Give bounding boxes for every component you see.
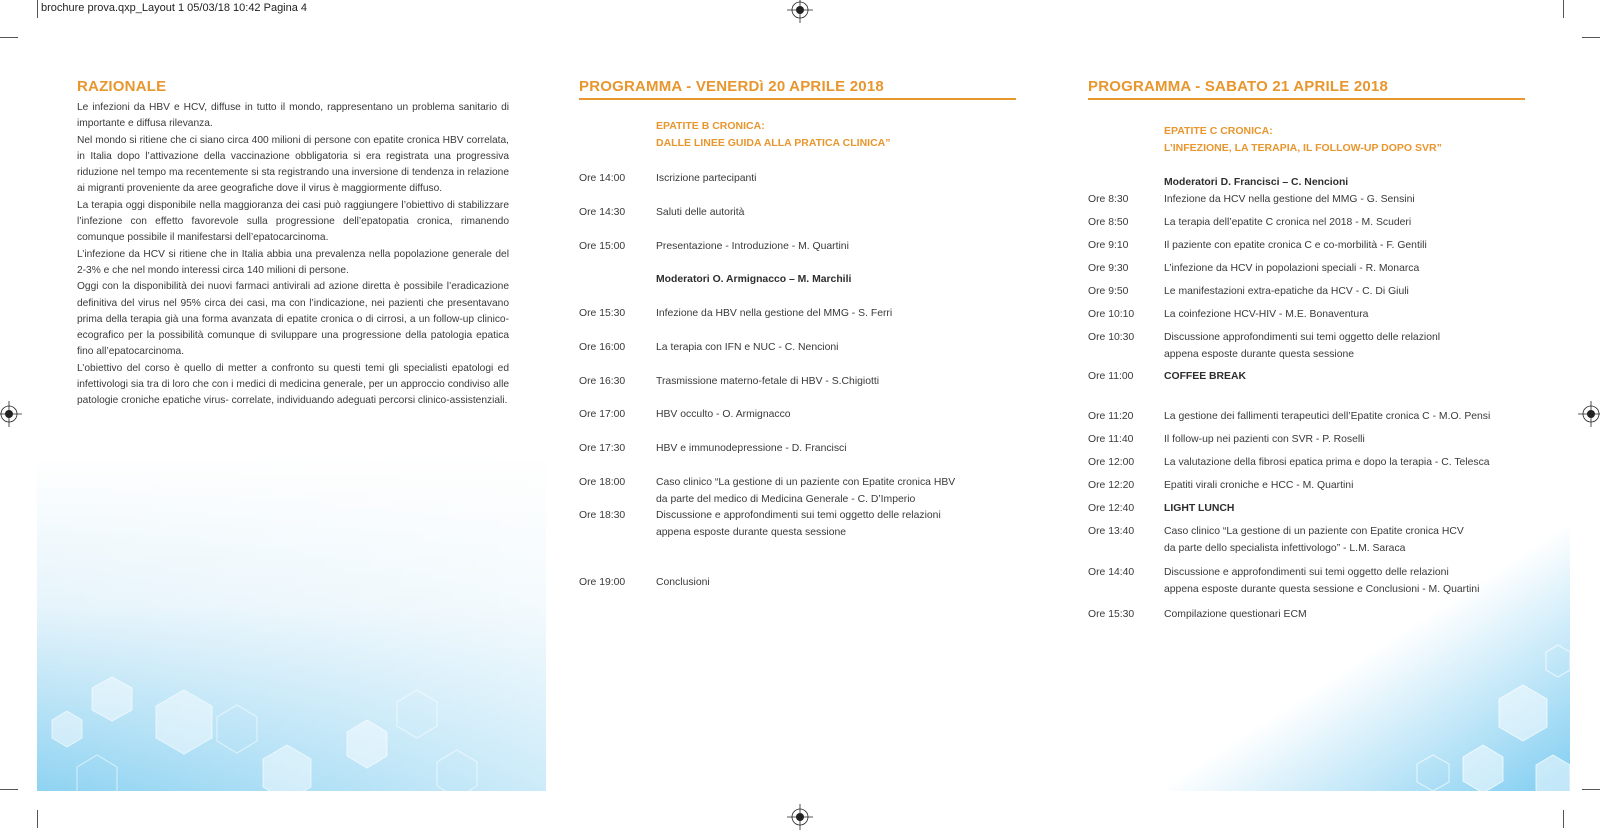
- schedule-time: Ore 11:00: [1088, 371, 1134, 382]
- registration-mark-icon: [787, 0, 813, 23]
- crop-mark: [1582, 37, 1600, 38]
- saturday-subtitle-line-2: L’INFEZIONE, LA TERAPIA, IL FOLLOW-UP DOPO SVR”: [1164, 142, 1442, 154]
- schedule-time: Ore 17:30: [579, 443, 626, 454]
- crop-mark: [37, 0, 38, 18]
- schedule-description: [656, 373, 879, 390]
- crop-mark: [0, 789, 18, 790]
- schedule-time: Ore 15:00: [579, 241, 626, 252]
- saturday-heading-rule: [1088, 98, 1525, 100]
- friday-subtitle-line-1: EPATITE B CRONICA:: [656, 120, 765, 132]
- description-line: La terapia dell’epatite C cronica nel 2018 - M. Scuderi: [1164, 217, 1412, 228]
- schedule-time: Ore 18:30: [579, 510, 626, 521]
- schedule-time: Ore 13:40: [1088, 526, 1135, 537]
- description-line: Discussione e approfondimenti sui temi oggetto delle relazioni: [656, 510, 941, 521]
- schedule-time: Ore 9:10: [1088, 240, 1129, 251]
- schedule-description: [656, 271, 851, 288]
- schedule-time: Ore 8:50: [1088, 217, 1129, 228]
- schedule-description: [656, 507, 941, 541]
- schedule-time: Ore 14:00: [579, 173, 626, 184]
- schedule-description: [1164, 283, 1409, 300]
- schedule-description: [656, 305, 892, 322]
- hexagon-background: [37, 455, 546, 791]
- schedule-description: [1164, 237, 1427, 254]
- description-line: La valutazione della fibrosi epatica prima e dopo la terapia - C. Telesca: [1164, 457, 1490, 468]
- description-line: Il follow-up nei pazienti con SVR - P. Roselli: [1164, 434, 1365, 445]
- paragraph: Le infezioni da HBV e HCV, diffuse in tutto il mondo, rappresentano un problema sanitario di importante e diffusa rilevanza.: [77, 102, 509, 130]
- saturday-subtitle-line-1: EPATITE C CRONICA:: [1164, 125, 1273, 137]
- razionale-heading: RAZIONALE: [77, 78, 167, 95]
- description-line: La coinfezione HCV-HIV - M.E. Bonaventura: [1164, 309, 1369, 320]
- crop-mark: [0, 37, 18, 38]
- description-line: Trasmissione materno-fetale di HBV - S.Chigiotti: [656, 376, 880, 387]
- description-line: Infezione da HCV nella gestione del MMG - G. Sensini: [1164, 194, 1415, 205]
- schedule-time: Ore 16:00: [579, 342, 626, 353]
- print-slug: brochure prova.qxp_Layout 1 05/03/18 10:42 Pagina 4: [41, 2, 308, 14]
- description-line: Infezione da HBV nella gestione del MMG - S. Ferri: [656, 308, 893, 319]
- schedule-description: [656, 474, 955, 508]
- description-line: Saluti delle autorità: [656, 207, 745, 218]
- schedule-time: Ore 19:00: [579, 577, 626, 588]
- schedule-description: [1164, 564, 1479, 598]
- schedule-description: [1164, 454, 1490, 471]
- registration-mark-icon: [787, 804, 813, 830]
- schedule-description: [656, 339, 839, 356]
- crop-mark: [37, 810, 38, 828]
- description-line: La terapia con IFN e NUC - C. Nencioni: [656, 342, 839, 353]
- schedule-description: [656, 574, 710, 591]
- friday-heading-rule: [579, 98, 1016, 100]
- description-line: da parte dello specialista infettivologo” - L.M. Saraca: [1164, 543, 1406, 554]
- schedule-description: [1164, 368, 1246, 385]
- schedule-description: [656, 238, 849, 255]
- friday-heading: PROGRAMMA - VENERDì 20 APRILE 2018: [579, 78, 884, 95]
- description-line: appena esposte durante questa sessione: [656, 527, 847, 538]
- schedule-time: Ore 10:10: [1088, 309, 1135, 320]
- paragraph: La terapia oggi disponibile nella maggioranza dei casi può raggiungere l’obiettivo di stabilizzare l’infezione con effetto favorevole sulla progressione dell’epatopatia cronica, rimanendo comunque possibile il manifestarsi dell’epatocarcinoma.: [77, 199, 509, 244]
- schedule-description: [1164, 306, 1368, 323]
- description-line: Moderatori D. Francisci – C. Nencioni: [1164, 177, 1349, 188]
- schedule-time: Ore 18:00: [579, 477, 626, 488]
- description-line: appena esposte durante questa sessione: [1164, 349, 1355, 360]
- registration-mark-icon: [1578, 401, 1600, 427]
- schedule-time: Ore 10:30: [1088, 332, 1135, 343]
- description-line: Caso clinico “La gestione di un paziente con Epatite cronica HCV: [1164, 526, 1464, 537]
- description-line: LIGHT LUNCH: [1164, 503, 1235, 514]
- schedule-description: [1164, 174, 1348, 191]
- schedule-time: Ore 14:40: [1088, 567, 1135, 578]
- schedule-description: [1164, 477, 1353, 494]
- schedule-time: Ore 14:30: [579, 207, 626, 218]
- schedule-description: [1164, 500, 1234, 517]
- schedule-time: Ore 17:00: [579, 409, 626, 420]
- schedule-time: Ore 9:50: [1088, 286, 1129, 297]
- description-line: Conclusioni: [656, 577, 710, 588]
- schedule-description: [1164, 214, 1411, 231]
- description-line: appena esposte durante questa sessione e Conclusioni - M. Quartini: [1164, 584, 1480, 595]
- schedule-time: Ore 12:40: [1088, 503, 1135, 514]
- description-line: Presentazione - Introduzione - M. Quartini: [656, 241, 849, 252]
- schedule-description: [1164, 329, 1440, 363]
- schedule-description: [1164, 523, 1464, 557]
- schedule-description: [656, 440, 847, 457]
- description-line: Moderatori O. Armignacco – M. Marchili: [656, 274, 852, 285]
- schedule-description: [656, 204, 744, 221]
- saturday-heading: PROGRAMMA - SABATO 21 APRILE 2018: [1088, 78, 1388, 95]
- description-line: Il paziente con epatite cronica C e co-morbilità - F. Gentili: [1164, 240, 1427, 251]
- schedule-description: [1164, 260, 1419, 277]
- schedule-time: Ore 11:20: [1088, 411, 1134, 422]
- description-line: Iscrizione partecipanti: [656, 173, 757, 184]
- schedule-time: Ore 8:30: [1088, 194, 1129, 205]
- crop-mark: [1563, 0, 1564, 18]
- description-line: La gestione dei fallimenti terapeutici dell’Epatite cronica C - M.O. Pensi: [1164, 411, 1491, 422]
- crop-mark: [1582, 789, 1600, 790]
- description-line: da parte del medico di Medicina Generale - C. D’Imperio: [656, 494, 916, 505]
- schedule-time: Ore 15:30: [1088, 609, 1135, 620]
- description-line: L’infezione da HCV in popolazioni speciali - R. Monarca: [1164, 263, 1420, 274]
- paragraph: Nel mondo si ritiene che ci siano circa 400 milioni di persone con epatite cronica HBV correlata, in Italia dopo l’attivazione della vaccinazione obbligatoria si era registrata una progressiva riduzione nel tempo ma recentemente si sta registrando una inversione di tendenza in relazione ai migranti proveniente da aree geografiche dove il virus è maggiormente diffuso.: [77, 134, 509, 195]
- description-line: HBV e immunodepressione - D. Francisci: [656, 443, 847, 454]
- schedule-time: Ore 12:20: [1088, 480, 1135, 491]
- schedule-time: Ore 9:30: [1088, 263, 1129, 274]
- description-line: Caso clinico “La gestione di un paziente con Epatite cronica HBV: [656, 477, 956, 488]
- paragraph: L’obiettivo del corso è quello di metter a confronto su questi temi gli specialisti epatologi ed infettivologi sia tra di loro che con i medici di medicina generale, per un approccio condiviso alle patologie croniche epatiche virus- correlate, individuando adeguati percorsi clinico-assistenziali.: [77, 362, 509, 407]
- schedule-time: Ore 16:30: [579, 376, 626, 387]
- crop-mark: [1563, 810, 1564, 828]
- razionale-body: [77, 100, 509, 410]
- description-line: Le manifestazioni extra-epatiche da HCV - C. Di Giuli: [1164, 286, 1409, 297]
- schedule-description: [1164, 191, 1415, 208]
- description-line: COFFEE BREAK: [1164, 371, 1246, 382]
- description-line: Discussione approfondimenti sui temi oggetto delle relazionl: [1164, 332, 1441, 343]
- schedule-description: [1164, 431, 1365, 448]
- schedule-description: [656, 170, 757, 187]
- registration-mark-icon: [0, 401, 22, 427]
- schedule-description: [1164, 606, 1307, 623]
- paragraph: L’infezione da HCV si ritiene che in Italia abbia una prevalenza nella popolazione generale del 2-3% e che nel mondo interessi circa 140 milioni di persone.: [77, 248, 509, 276]
- friday-subtitle-line-2: DALLE LINEE GUIDA ALLA PRATICA CLINICA”: [656, 137, 891, 149]
- paragraph: Oggi con la disponibilità dei nuovi farmaci antivirali ad azione diretta è possibile l’eradicazione definitiva del virus nel 95% circa dei casi, ma con l’indicazione, nei pazienti che presentavano prima della terapia già una forma avanzata di epatite cronica o di cirrosi, a un follow-up clinico-ecografico per la possibilità comunque di sviluppare una progressione della patologia epatica fino all’epatocarcinoma.: [77, 281, 509, 358]
- description-line: Compilazione questionari ECM: [1164, 609, 1307, 620]
- description-line: Epatiti virali croniche e HCC - M. Quartini: [1164, 480, 1354, 491]
- schedule-description: [1164, 408, 1490, 425]
- schedule-time: Ore 15:30: [579, 308, 626, 319]
- description-line: HBV occulto - O. Armignacco: [656, 409, 791, 420]
- schedule-description: [656, 406, 791, 423]
- schedule-time: Ore 11:40: [1088, 434, 1134, 445]
- schedule-time: Ore 12:00: [1088, 457, 1135, 468]
- description-line: Discussione e approfondimenti sui temi oggetto delle relazioni: [1164, 567, 1449, 578]
